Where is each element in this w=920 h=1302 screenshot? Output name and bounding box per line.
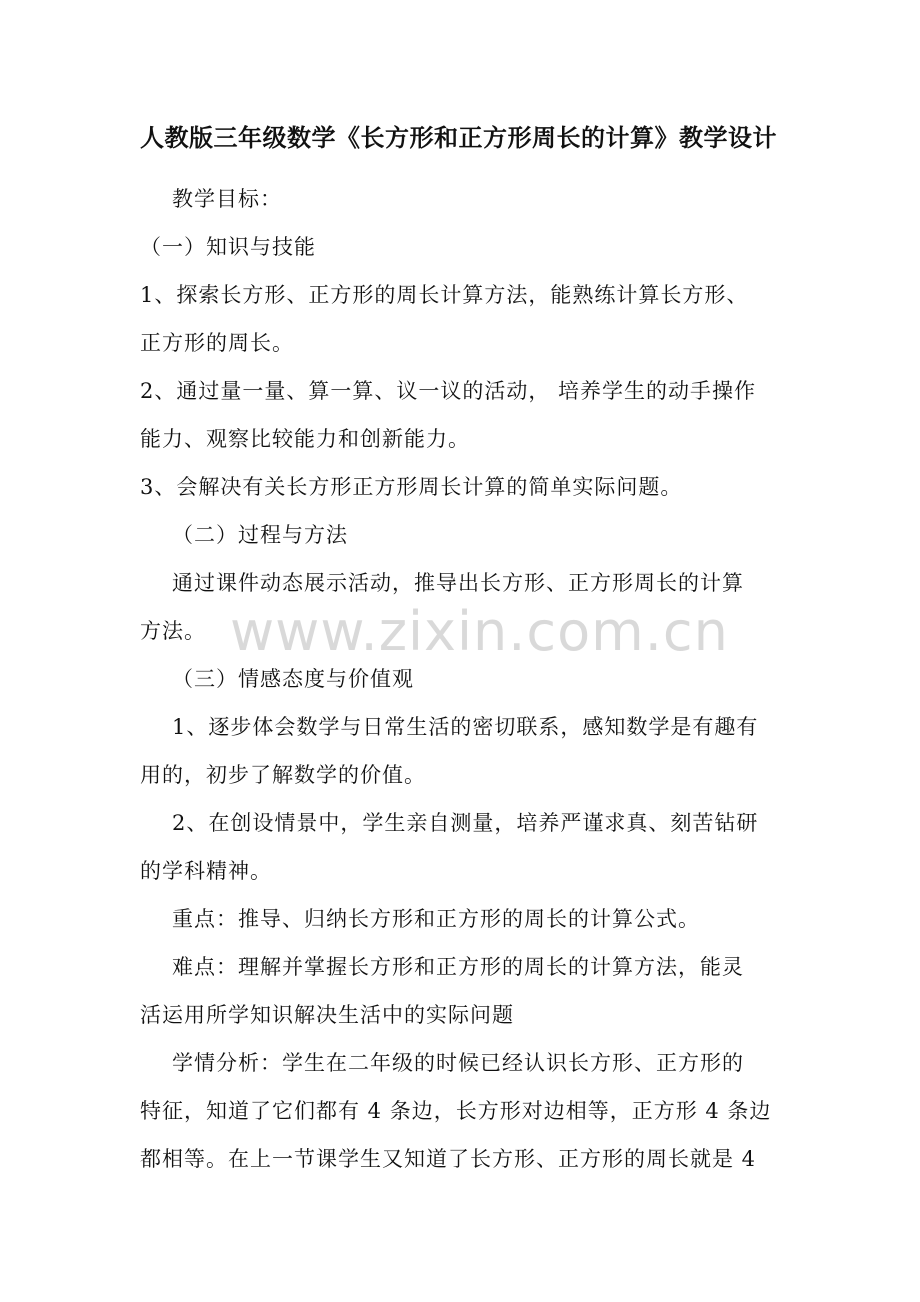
process-line: 通过课件动态展示活动，推导出长方形、正方形周长的计算 xyxy=(172,571,744,595)
emotion-line: 的学科精神。 xyxy=(140,859,272,883)
section-teaching-goals: 教学目标： xyxy=(172,187,282,211)
document-title: 人教版三年级数学《长方形和正方形周长的计算》教学设计 xyxy=(140,123,777,152)
subsection-process-methods: （二）过程与方法 xyxy=(172,523,348,547)
learner-analysis: 学情分析：学生在二年级的时候已经认识长方形、正方形的 xyxy=(172,1051,744,1075)
goal-line: 2、通过量一量、算一算、议一议的活动， 培养学生的动手操作 xyxy=(140,379,757,403)
key-point: 重点：推导、归纳长方形和正方形的周长的计算公式。 xyxy=(172,907,700,931)
goal-line: 正方形的周长。 xyxy=(140,331,294,355)
emotion-line: 1、逐步体会数学与日常生活的密切联系，感知数学是有趣有 xyxy=(172,715,759,739)
emotion-line: 用的，初步了解数学的价值。 xyxy=(140,763,426,787)
emotion-line: 2、在创设情景中，学生亲自测量，培养严谨求真、刻苦钻研 xyxy=(172,811,759,835)
learner-analysis: 都相等。在上一节课学生又知道了长方形、正方形的周长就是 4 xyxy=(140,1147,757,1171)
subsection-emotion-values: （三）情感态度与价值观 xyxy=(172,667,414,691)
goal-line: 1、探索长方形、正方形的周长计算方法，能熟练计算长方形、 xyxy=(140,283,749,307)
process-line: 方法。 xyxy=(140,619,206,643)
goal-line: 3、会解决有关长方形正方形周长计算的简单实际问题。 xyxy=(140,475,683,499)
difficulty-point: 难点：理解并掌握长方形和正方形的周长的计算方法，能灵 xyxy=(172,955,744,979)
watermark: www.zixin.com.cn xyxy=(230,600,729,663)
subsection-knowledge-skills: （一）知识与技能 xyxy=(140,235,316,259)
goal-line: 能力、观察比较能力和创新能力。 xyxy=(140,427,470,451)
difficulty-point: 活运用所学知识解决生活中的实际问题 xyxy=(140,1003,514,1027)
learner-analysis: 特征，知道了它们都有 4 条边，长方形对边相等，正方形 4 条边 xyxy=(140,1099,772,1123)
